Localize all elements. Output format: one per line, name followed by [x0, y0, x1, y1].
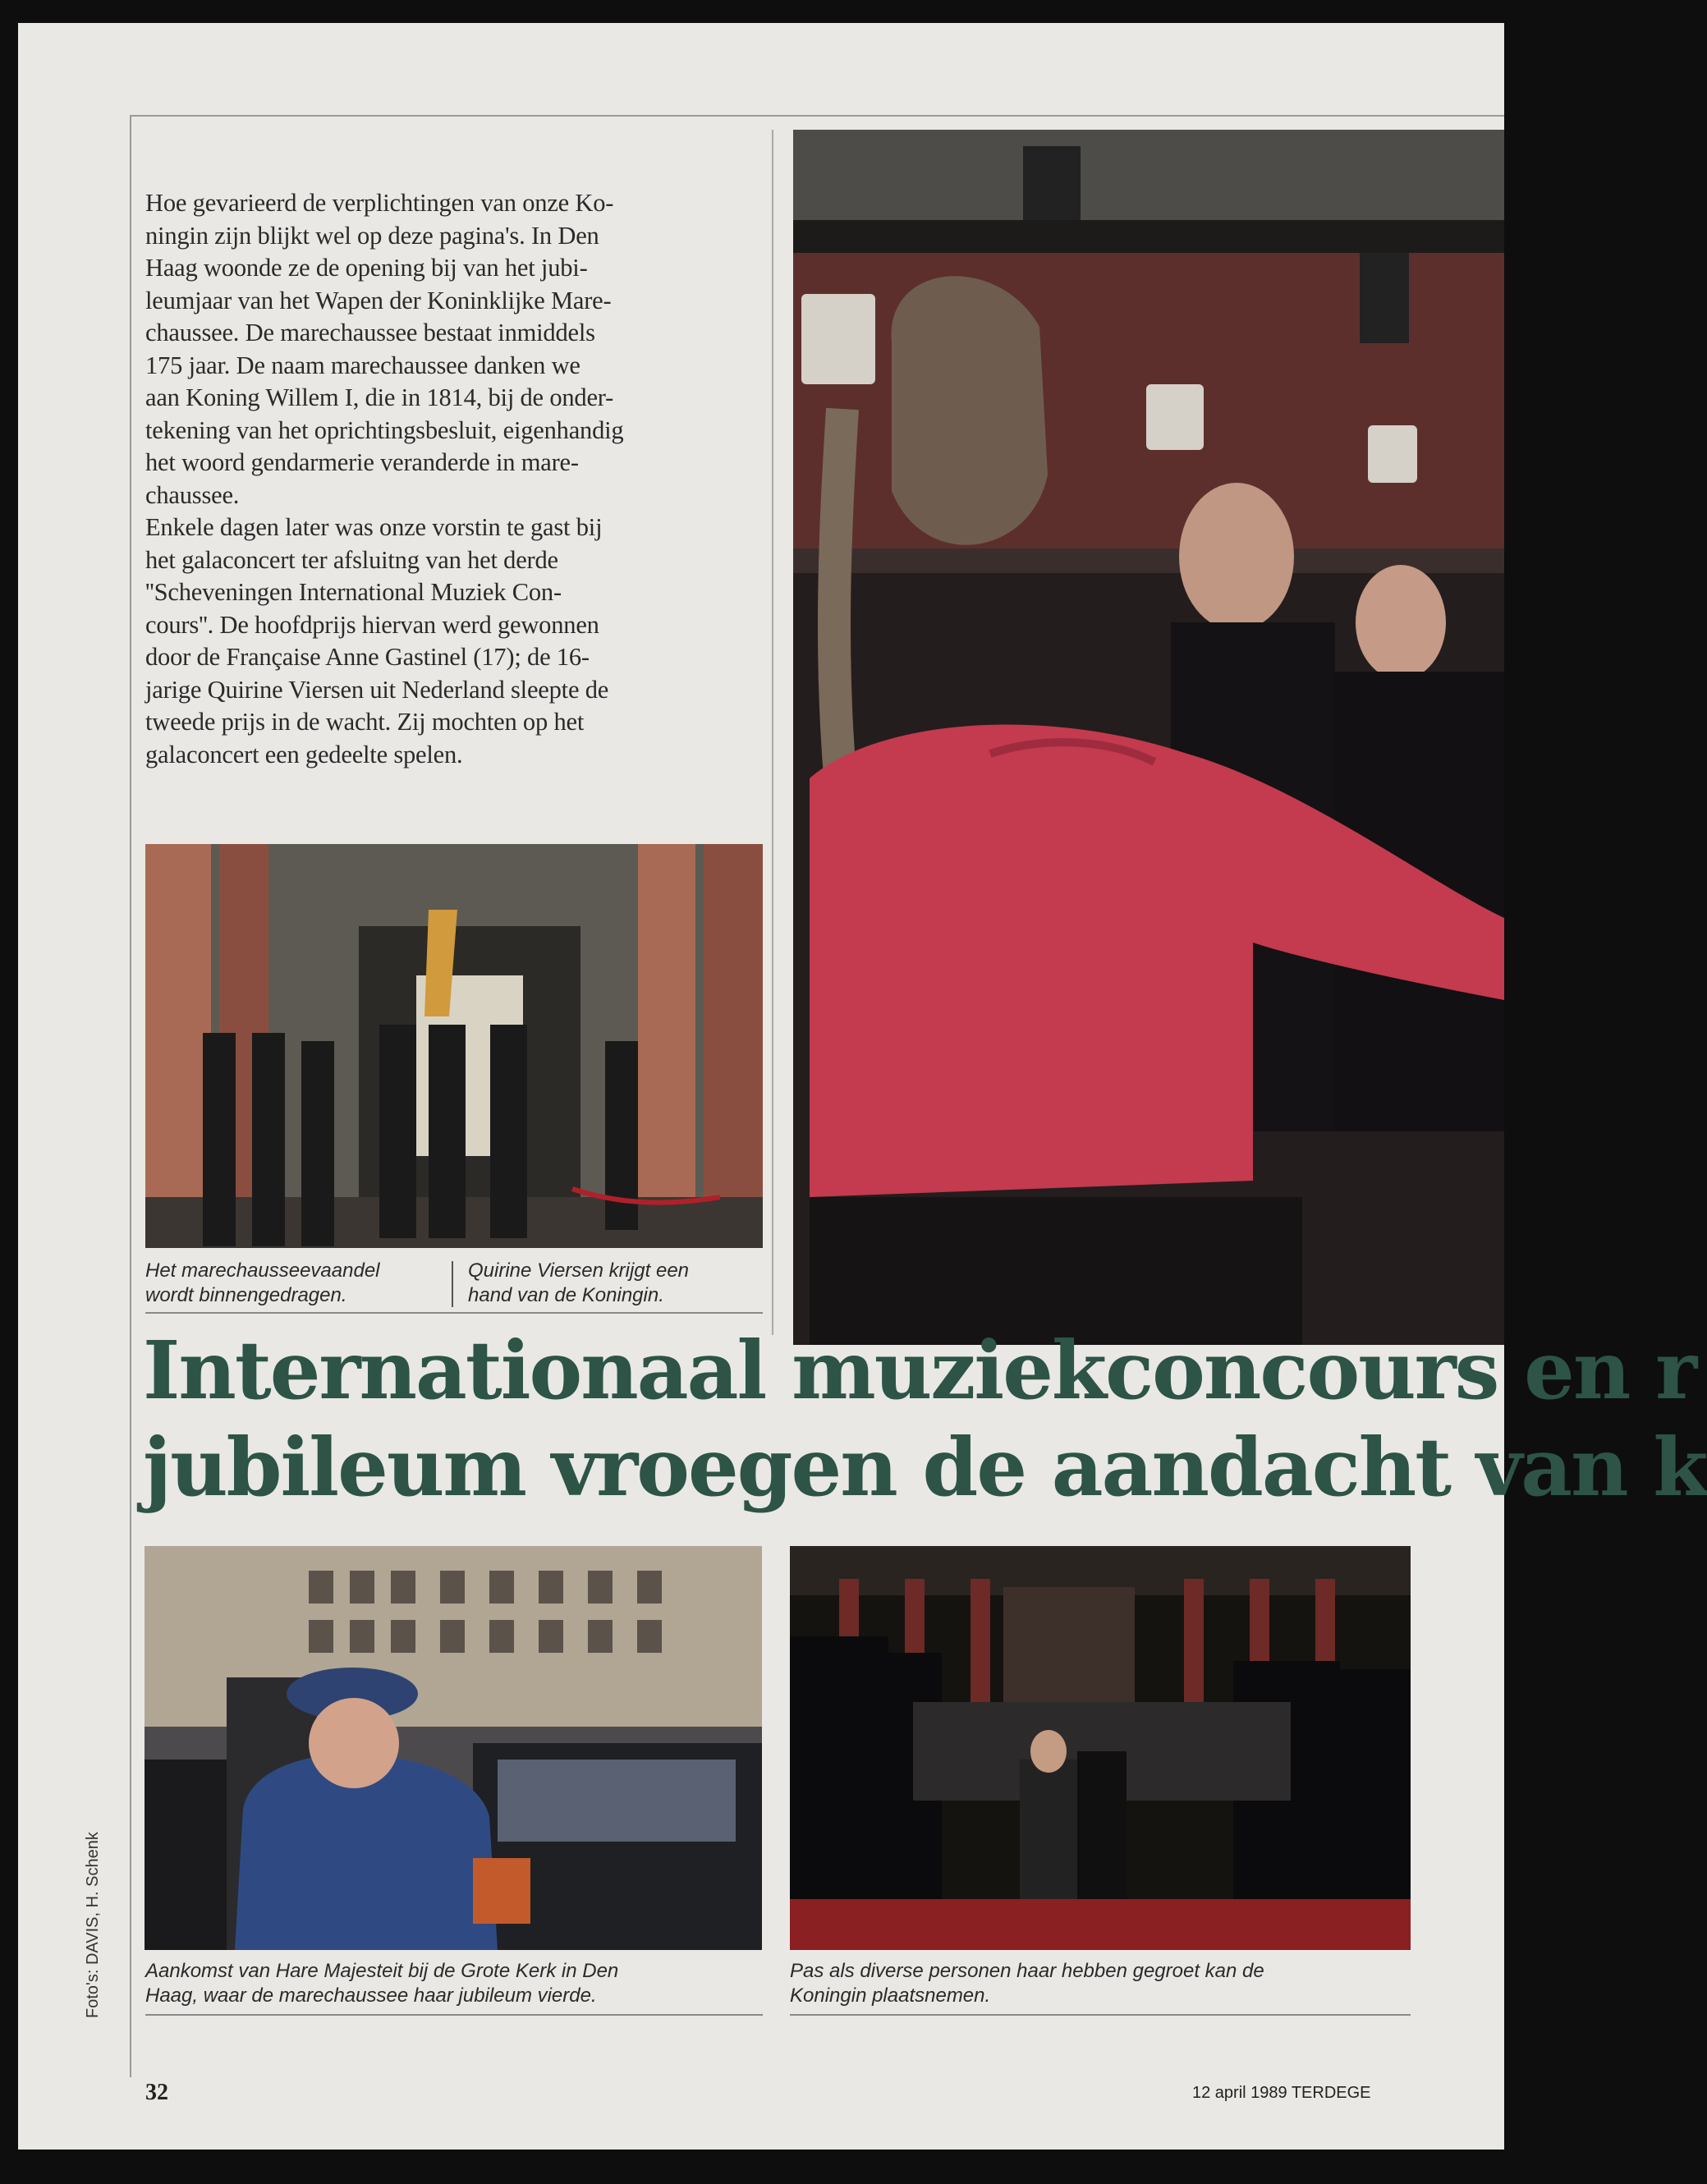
caption-arrival: Aankomst van Hare Majesteit bij de Grote Kerk in Den Haag, waar de marechaussee haar jubileum vierde. — [145, 1960, 619, 2007]
magazine-page — [18, 23, 1707, 2150]
caption-quirine: Quirine Viersen krijgt een hand van de Koningin. — [468, 1259, 690, 1306]
photo-queen-arrival — [145, 1546, 762, 1950]
headline-line-1: Internationaal muziekconcours en r — [143, 1324, 1696, 1417]
caption-flag: Het marechausseevaandel wordt binnengedragen. — [145, 1259, 380, 1306]
intro-text: Hoe gevarieerd de verplichtingen van onze Ko- ningin zijn blijkt wel op deze pagina's. In Den Haag woonde ze de opening bij van het jubi- leumjaar van het Wapen der Koninklijke Mare- chaussee. De marechaussee bestaat inmiddels 175 jaar. De naam marechaussee danken we aan Koning Willem I, die in 1814, bij de onder- tekening van het oprichtingsbesluit, eigenhandig het woord gendarmerie veranderde in mare- chaussee. Enkele dagen later was onze vorstin te gast bij het galaconcert ter afsluitng van het derde ''Scheveningen International Muziek Con- cours''. De hoofdprijs hiervan werd gewonnen door de Française Anne Gastinel (17); de 16- jarige Quirine Viersen uit Nederland sleepte de tweede prijs in de wacht. Zij mochten op het galaconcert een gedeelte spelen. — [145, 189, 624, 769]
photo-concert-hall — [790, 1546, 1411, 1950]
caption-seated: Pas als diverse personen haar hebben gegroet kan de Koningin plaatsnemen. — [790, 1960, 1264, 2007]
caption-rule-right — [790, 2014, 1411, 2016]
headline-line-2: jubileum vroegen de aandacht van k — [143, 1420, 1707, 1514]
photo-quirine-handshake — [793, 130, 1504, 1345]
caption-divider — [452, 1261, 453, 1307]
photo-credit: Foto's: DAVIS, H. Schenk — [84, 1832, 102, 2018]
column-divider — [772, 130, 773, 1335]
photo-flag-procession — [145, 844, 763, 1248]
frame-line-left — [130, 115, 131, 2077]
caption-rule-left — [145, 2014, 763, 2016]
caption-rule-top — [145, 1312, 763, 1314]
footer-date-publication: 12 april 1989 TERDEGE — [1192, 2084, 1371, 2102]
frame-line-top — [130, 115, 1504, 117]
headline — [143, 1322, 1707, 1516]
page-number: 32 — [145, 2080, 168, 2105]
